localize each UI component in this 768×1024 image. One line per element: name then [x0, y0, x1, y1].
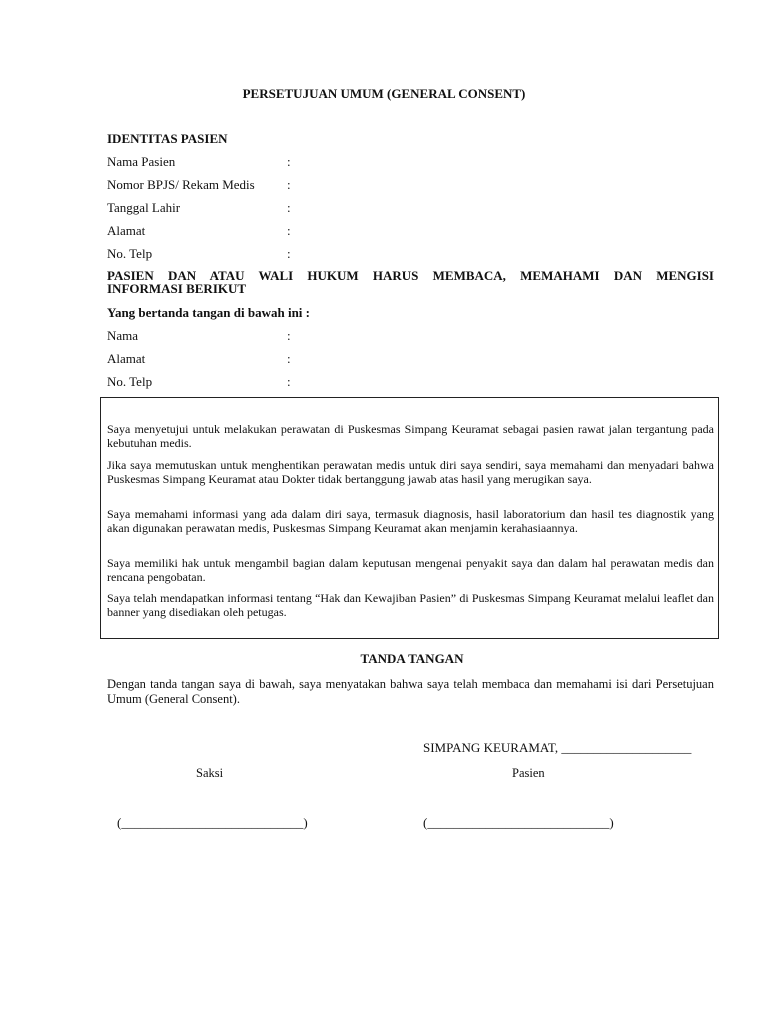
- consent-paragraph: Saya menyetujui untuk melakukan perawatan di Puskesmas Simpang Keuramat sebagai pasien rawat jalan tergantung pada kebutuhan medis.: [107, 422, 714, 450]
- field-colon: :: [287, 351, 291, 366]
- field-label: No. Telp: [107, 246, 153, 261]
- signature-statement: Dengan tanda tangan saya di bawah, saya menyatakan bahwa saya telah membaca dan memahami isi dari Persetujuan Umum (General Consent).: [107, 677, 714, 706]
- field-colon: :: [287, 177, 291, 192]
- consent-paragraph: Jika saya memutuskan untuk menghentikan perawatan medis untuk diri saya sendiri, saya memahami dan menyadari bahwa Puskesmas Simpang Keuramat atau Dokter tidak bertanggung jawab atas hasil yang merugikan saya.: [107, 458, 714, 486]
- instruction-line-2: INFORMASI BERIKUT: [107, 281, 247, 296]
- field-label: Nomor BPJS/ Rekam Medis: [107, 177, 255, 192]
- field-colon: :: [287, 154, 291, 169]
- patient-label: Pasien: [512, 766, 545, 780]
- field-label: Tanggal Lahir: [107, 200, 181, 215]
- consent-statements-box: [100, 397, 719, 639]
- field-colon: :: [287, 223, 291, 238]
- field-label: Alamat: [107, 223, 146, 238]
- signer-heading: Yang bertanda tangan di bawah ini :: [107, 305, 310, 320]
- witness-signature-line: (____________________________): [117, 815, 308, 830]
- instruction-line-1: PASIEN DAN ATAU WALI HUKUM HARUS MEMBACA, MEMAHAMI DAN MENGISI: [107, 268, 714, 283]
- patient-signature-line: (____________________________): [423, 815, 614, 830]
- consent-paragraph: Saya memiliki hak untuk mengambil bagian dalam keputusan mengenai penyakit saya dan dalam hal perawatan medis dan rencana pengobatan.: [107, 556, 714, 584]
- witness-label: Saksi: [196, 766, 224, 780]
- field-colon: :: [287, 374, 291, 389]
- consent-paragraph: Saya memahami informasi yang ada dalam diri saya, termasuk diagnosis, hasil laboratorium dan hasil tes diagnostik yang akan digunakan perawatan medis, Puskesmas Simpang Keuramat akan menjamin kerahasiaannya.: [107, 507, 714, 535]
- field-label: Nama Pasien: [107, 154, 176, 169]
- place-date-line: SIMPANG KEURAMAT, ____________________: [423, 740, 692, 755]
- patient-identity-heading: IDENTITAS PASIEN: [107, 131, 228, 146]
- instruction-notice: [107, 269, 714, 295]
- field-colon: :: [287, 246, 291, 261]
- field-label: Nama: [107, 328, 139, 343]
- field-label: No. Telp: [107, 374, 153, 389]
- field-colon: :: [287, 328, 291, 343]
- signature-heading: TANDA TANGAN: [360, 651, 464, 666]
- document-title: PERSETUJUAN UMUM (GENERAL CONSENT): [242, 86, 526, 101]
- consent-paragraph: Saya telah mendapatkan informasi tentang “Hak dan Kewajiban Pasien” di Puskesmas Simpang Keuramat melalui leaflet dan banner yang disediakan oleh petugas.: [107, 591, 714, 619]
- field-colon: :: [287, 200, 291, 215]
- field-label: Alamat: [107, 351, 146, 366]
